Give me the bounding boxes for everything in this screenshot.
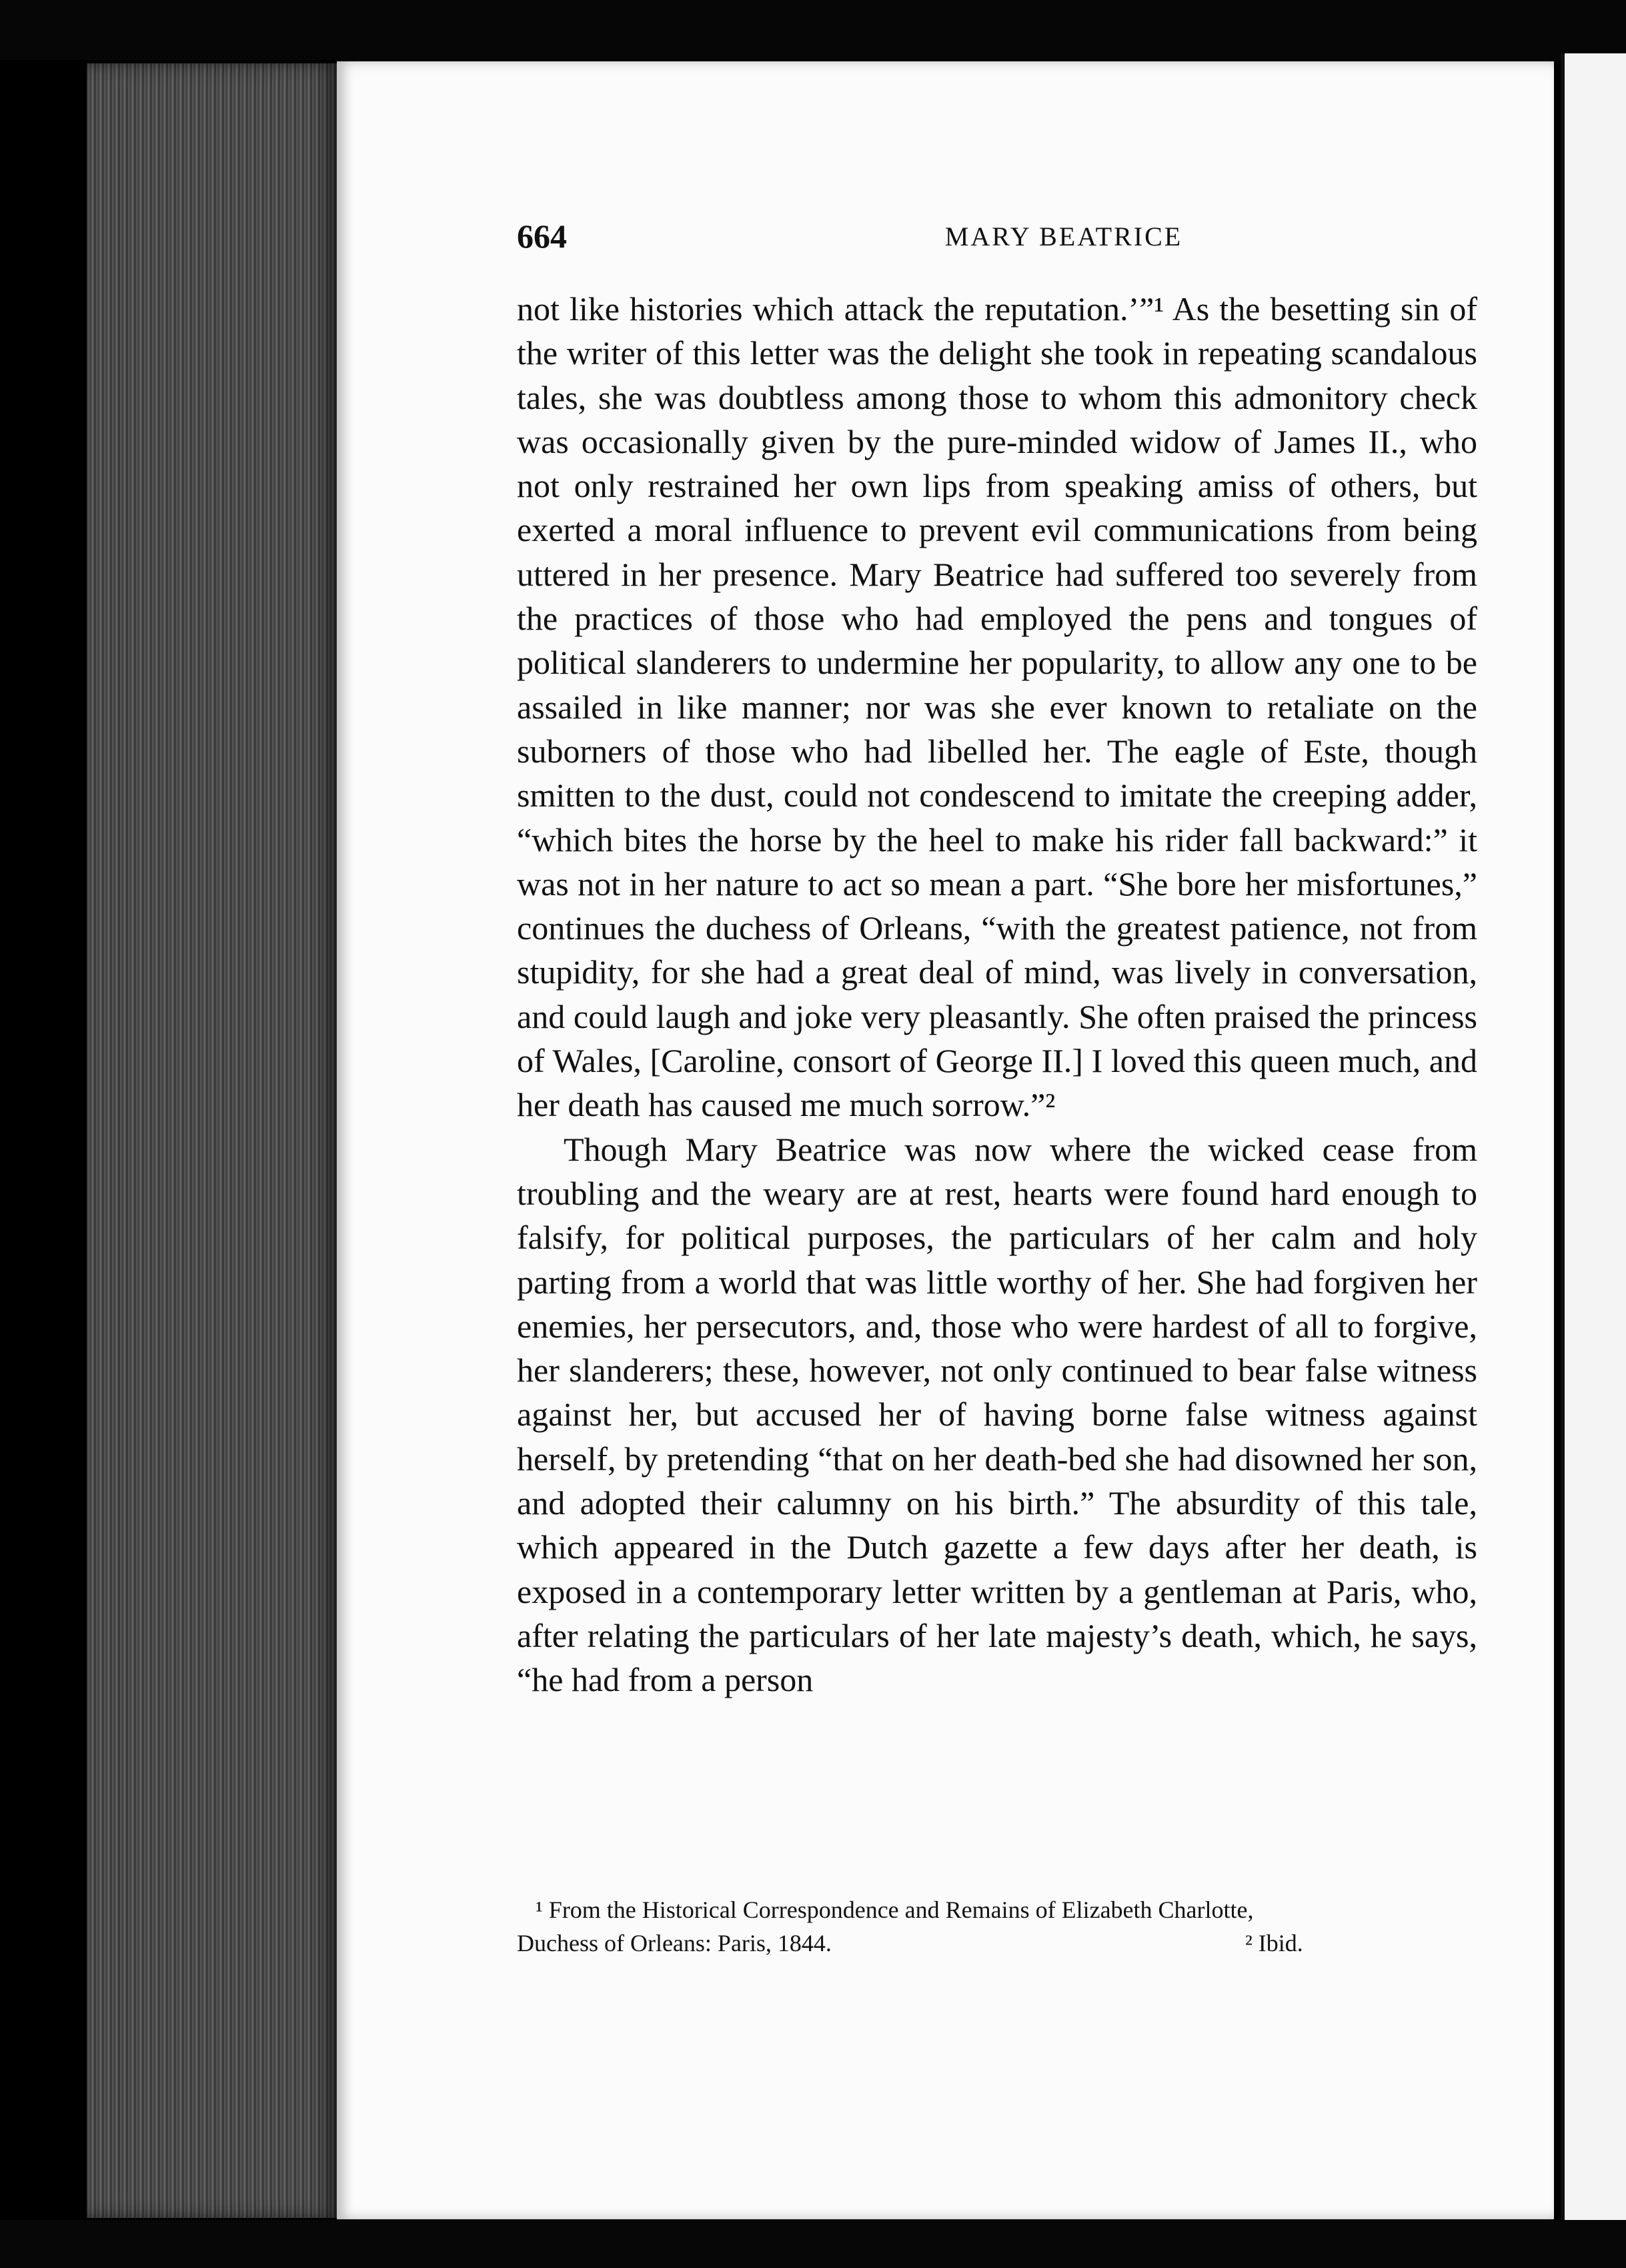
next-page-edge [1561,53,1626,2228]
footnotes [517,1893,1477,1960]
footnote-1-line-2: Duchess of Orleans: Paris, 1844. [517,1930,832,1956]
paragraph-1: not like histories which attack the reputation.’”¹ As the besetting sin of the writer of this letter was the delight she took in repeating scandalous tales, she was doubtless among those to whom this admonitory check was occasionally given by the pure-minded widow of James II., who not only restrained her own lips from speaking amiss of others, but exerted a moral influence to prevent evil communications from being uttered in her presence. Mary Beatrice had suffered too severely from the practices of those who had employed the pens and tongues of political slanderers to undermine her popularity, to allow any one to be assailed in like manner; nor was she ever known to retaliate on the suborners of those who had libelled her. The eagle of Este, though smitten to the dust, could not condescend to imitate the creeping adder, “which bites the horse by the heel to make his rider fall backward:” it was not in her nature to act so mean a part. “She bore her misfortunes,” continues the duchess of Orleans, “with the greatest patience, not from stupidity, for she had a great deal of mind, was lively in conversation, and could laugh and joke very pleasantly. She often praised the princess of Wales, [Caroline, consort of George II.] I loved this queen much, and her death has caused me much sorrow.”² [517,290,1477,1124]
footnote-1-line-1: ¹ From the Historical Correspondence and Remains of Elizabeth Charlotte, [536,1896,1254,1923]
scan-border-bottom [0,2220,1626,2268]
book-page-edges [87,63,340,2218]
scan-border-top [0,0,1626,60]
page-number: 664 [517,217,567,255]
running-head: MARY BEATRICE [944,221,1183,251]
page-header [517,217,1477,263]
paragraph-2: Though Mary Beatrice was now where the wicked cease from troubling and the weary are at rest, hearts were found hard enough to falsify, for political purposes, the particulars of her calm and holy parting from a world that was little worthy of her. She had forgiven her enemies, her persecutors, and, those who were hardest of all to forgive, her slanderers; these, however, not only continued to bear false witness against her, but accused her of having borne false witness against herself, by pretending “that on her death-bed she had disowned her son, and adopted their calumny on his birth.” The absurdity of this tale, which appeared in the Dutch gazette a few days after her death, is exposed in a contemporary letter written by a gentleman at Paris, who, after relating the particulars of her late majesty’s death, which, he says, “he had from a person [517,1130,1477,1699]
body-text [517,287,1477,1702]
footnote-2: ² Ibid. [1245,1930,1303,1956]
